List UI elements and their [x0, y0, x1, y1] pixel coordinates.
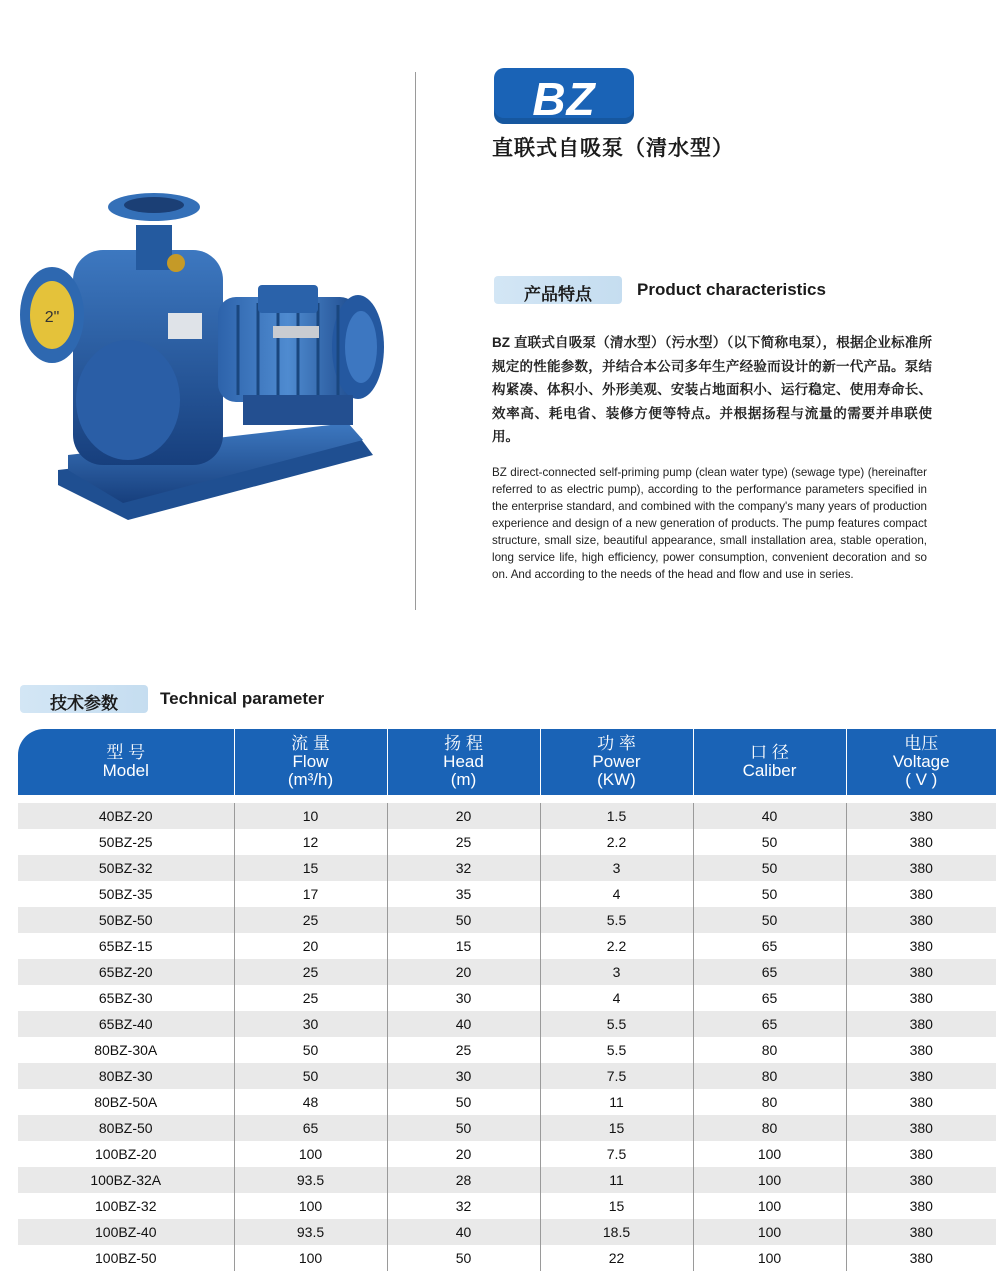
- table-row: [18, 1245, 996, 1271]
- cell-caliber: 80: [693, 1115, 846, 1141]
- cell-head: 35: [387, 881, 540, 907]
- characteristics-text-cn: BZ 直联式自吸泵（清水型）（污水型）（以下简称电泵），根据企业标准所规定的性能参数，并结合本公司多年生产经验而设计的新一代产品。泵结构紧凑、体积小、外形美观、安装占地面积小、运行稳定、使用寿命长、效率高、耗电省、装修方便等特点。并根据扬程与流量的需要并串联使用。: [492, 335, 932, 444]
- cell-model: 100BZ-40: [18, 1219, 234, 1245]
- cell-flow: 30: [234, 1011, 387, 1037]
- svg-text:2": 2": [44, 309, 60, 326]
- cell-power: 4: [540, 985, 693, 1011]
- table-row: [18, 907, 996, 933]
- cell-caliber: 65: [693, 933, 846, 959]
- table-row: [18, 855, 996, 881]
- table-row: [18, 1193, 996, 1219]
- technical-pill: [20, 685, 148, 713]
- cell-model: 100BZ-32: [18, 1193, 234, 1219]
- cell-model: 80BZ-30: [18, 1063, 234, 1089]
- header-flow: 流 量 Flow (m³/h): [234, 729, 387, 796]
- cell-voltage: 380: [846, 907, 996, 933]
- cell-flow: 17: [234, 881, 387, 907]
- cell-power: 3: [540, 855, 693, 881]
- table-row: [18, 1115, 996, 1141]
- cell-caliber: 50: [693, 907, 846, 933]
- cell-caliber: 65: [693, 985, 846, 1011]
- cell-model: 40BZ-20: [18, 803, 234, 829]
- cell-caliber: 65: [693, 1011, 846, 1037]
- cell-voltage: 380: [846, 1167, 996, 1193]
- cell-voltage: 380: [846, 855, 996, 881]
- cell-flow: 100: [234, 1245, 387, 1271]
- cell-head: 30: [387, 1063, 540, 1089]
- cell-flow: 93.5: [234, 1167, 387, 1193]
- cell-power: 22: [540, 1245, 693, 1271]
- cell-head: 20: [387, 959, 540, 985]
- technical-label-en: Technical parameter: [160, 689, 325, 708]
- cell-voltage: 380: [909, 1198, 933, 1214]
- cell-power: 4: [540, 881, 693, 907]
- cell-power: 2.2: [540, 933, 693, 959]
- table-row: [18, 1141, 996, 1167]
- table-row: [18, 1037, 996, 1063]
- cell-power: 11: [540, 1167, 693, 1193]
- table-row: [18, 1089, 996, 1115]
- cell-voltage: 380: [909, 1146, 933, 1162]
- cell-head: 50: [387, 1089, 540, 1115]
- characteristics-label-en: Product characteristics: [637, 280, 826, 299]
- product-subtitle: 直联式自吸泵（清水型）: [492, 137, 734, 160]
- table-row: [18, 1167, 996, 1193]
- header-power: 功 率 Power (KW): [540, 729, 693, 796]
- cell-power: 5.5: [540, 907, 693, 933]
- cell-model: 80BZ-50A: [18, 1089, 234, 1115]
- cell-flow: 20: [234, 933, 387, 959]
- cell-caliber: 50: [693, 829, 846, 855]
- table-header-row: [18, 729, 996, 796]
- cell-voltage: 380: [909, 1250, 933, 1266]
- technical-label-cn: 技术参数: [50, 694, 118, 713]
- cell-caliber: 80: [693, 1037, 846, 1063]
- cell-caliber: 100: [693, 1219, 846, 1245]
- cell-model: 80BZ-30A: [18, 1037, 234, 1063]
- cell-model: 100BZ-32A: [18, 1167, 234, 1193]
- table-row: [18, 933, 996, 959]
- cell-flow: 25: [234, 985, 387, 1011]
- cell-power: 15: [540, 1115, 693, 1141]
- cell-power: 7.5: [540, 1063, 693, 1089]
- characteristics-pill: [494, 276, 622, 304]
- cell-voltage: 380: [846, 1219, 996, 1245]
- cell-flow: 65: [234, 1115, 387, 1141]
- cell-caliber: 40: [693, 803, 846, 829]
- cell-head: 25: [387, 829, 540, 855]
- cell-model: 50BZ-35: [18, 881, 234, 907]
- cell-model: 65BZ-20: [18, 959, 234, 985]
- cell-head: 20: [387, 803, 540, 829]
- cell-power: 15: [540, 1193, 693, 1219]
- header-model: 型 号 Model: [18, 729, 234, 796]
- cell-power: 5.5: [540, 1037, 693, 1063]
- cell-caliber: 80: [693, 1063, 846, 1089]
- cell-model: 65BZ-40: [18, 1011, 234, 1037]
- cell-caliber: 50: [693, 855, 846, 881]
- cell-power: 5.5: [540, 1011, 693, 1037]
- cell-voltage: 380: [909, 938, 933, 954]
- cell-flow: 50: [234, 1063, 387, 1089]
- cell-power: 18.5: [540, 1219, 693, 1245]
- cell-model: 80BZ-50: [18, 1115, 234, 1141]
- cell-caliber: 100: [693, 1141, 846, 1167]
- table-row: [18, 1063, 996, 1089]
- cell-power: 2.2: [540, 829, 693, 855]
- cell-voltage: 380: [909, 990, 933, 1006]
- cell-head: 15: [387, 933, 540, 959]
- pump-product-image: [18, 185, 388, 530]
- cell-voltage: 380: [909, 1042, 933, 1058]
- cell-voltage: 380: [909, 886, 933, 902]
- cell-voltage: 380: [846, 959, 996, 985]
- cell-head: 25: [387, 1037, 540, 1063]
- cell-model: 50BZ-50: [18, 907, 234, 933]
- table-row: [18, 1219, 996, 1245]
- cell-head: 30: [387, 985, 540, 1011]
- cell-flow: 100: [234, 1141, 387, 1167]
- cell-head: 28: [387, 1167, 540, 1193]
- table-row: [18, 803, 996, 829]
- cell-caliber: 100: [693, 1167, 846, 1193]
- cell-power: 1.5: [540, 803, 693, 829]
- model-badge-text: BZ: [532, 73, 596, 125]
- cell-head: 50: [387, 1115, 540, 1141]
- cell-power: 3: [540, 959, 693, 985]
- table-spacer: [18, 796, 996, 803]
- cell-voltage: 380: [846, 1011, 996, 1037]
- header-caliber: 口 径 Caliber: [693, 729, 846, 796]
- cell-flow: 25: [234, 907, 387, 933]
- table-row: [18, 881, 996, 907]
- vertical-divider: [415, 72, 416, 610]
- cell-voltage: 380: [846, 803, 996, 829]
- cell-voltage: 380: [909, 1094, 933, 1110]
- cell-head: 40: [387, 1011, 540, 1037]
- cell-head: 50: [387, 907, 540, 933]
- table-row: [18, 985, 996, 1011]
- cell-voltage: 380: [846, 1115, 996, 1141]
- header-voltage: 电压 Voltage ( V ): [846, 729, 996, 796]
- cell-caliber: 80: [693, 1089, 846, 1115]
- table-row: [18, 829, 996, 855]
- cell-head: 40: [387, 1219, 540, 1245]
- cell-head: 20: [387, 1141, 540, 1167]
- cell-flow: 12: [234, 829, 387, 855]
- cell-caliber: 65: [693, 959, 846, 985]
- cell-caliber: 100: [693, 1193, 846, 1219]
- cell-flow: 25: [234, 959, 387, 985]
- cell-flow: 48: [234, 1089, 387, 1115]
- cell-model: 65BZ-30: [18, 985, 234, 1011]
- cell-model: 50BZ-32: [18, 855, 234, 881]
- cell-power: 7.5: [540, 1141, 693, 1167]
- technical-table: [18, 729, 996, 1271]
- cell-caliber: 50: [693, 881, 846, 907]
- cell-head: 32: [387, 1193, 540, 1219]
- cell-voltage: 380: [909, 834, 933, 850]
- cell-flow: 15: [234, 855, 387, 881]
- cell-model: 100BZ-50: [18, 1245, 234, 1271]
- table-row: [18, 1011, 996, 1037]
- cell-power: 11: [540, 1089, 693, 1115]
- cell-caliber: 100: [693, 1245, 846, 1271]
- cell-flow: 10: [234, 803, 387, 829]
- model-badge: [494, 68, 634, 124]
- characteristics-text-en: BZ direct-connected self-priming pump (clean water type) (sewage type) (hereinafter referred to as electric pump), according to the performance parameters specified in the enterprise standard, and combined with the company's many years of production experience and design of a new generation of products. The pump features compact structure, small size, beautiful appearance, small installation area, stable operation, long service life, high efficiency, power consumption, convenient decoration and so on. And according to the needs of the head and flow and use in series.: [492, 466, 927, 581]
- cell-voltage: 380: [846, 1063, 996, 1089]
- cell-model: 65BZ-15: [18, 933, 234, 959]
- header-head: 扬 程 Head (m): [387, 729, 540, 796]
- cell-flow: 50: [234, 1037, 387, 1063]
- cell-flow: 100: [234, 1193, 387, 1219]
- table-row: [18, 959, 996, 985]
- cell-flow: 93.5: [234, 1219, 387, 1245]
- cell-model: 50BZ-25: [18, 829, 234, 855]
- cell-model: 100BZ-20: [18, 1141, 234, 1167]
- cell-head: 32: [387, 855, 540, 881]
- cell-head: 50: [387, 1245, 540, 1271]
- characteristics-label-cn: 产品特点: [524, 285, 592, 304]
